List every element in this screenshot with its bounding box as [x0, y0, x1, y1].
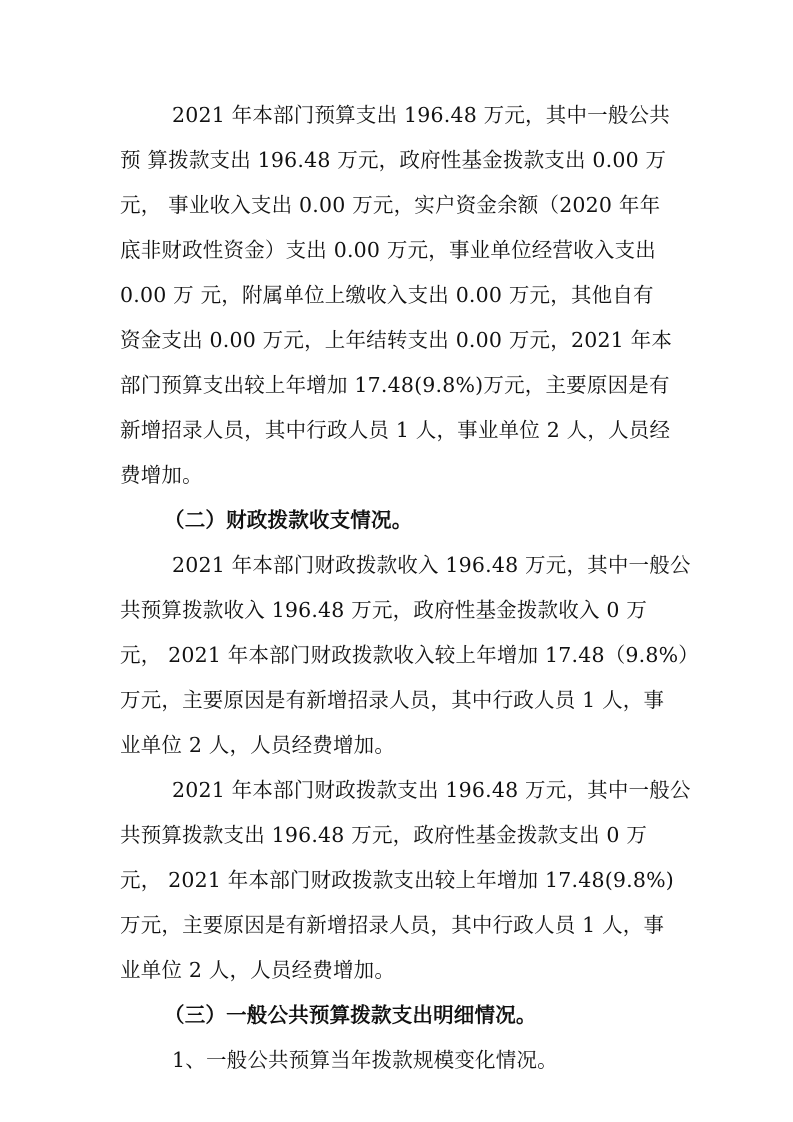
paragraph-line: 底非财政性资金）支出 0.00 万元，事业单位经营收入支出 [120, 238, 656, 262]
paragraph-line: 部门预算支出较上年增加 17.48(9.8%)万元，主要原因是有 [120, 373, 670, 397]
paragraph-line: 业单位 2 人，人员经费增加。 [120, 733, 396, 757]
paragraph-line: 共预算拨款支出 196.48 万元，政府性基金拨款支出 0 万 [120, 823, 648, 847]
paragraph-line: 2021 年本部门财政拨款收入 196.48 万元，其中一般公 [172, 553, 691, 577]
paragraph-line: 资金支出 0.00 万元，上年结转支出 0.00 万元，2021 年本 [120, 328, 673, 352]
section-heading: （二）财政拨款收支情况。 [164, 508, 413, 532]
paragraph-line: 共预算拨款收入 196.48 万元，政府性基金拨款收入 0 万 [120, 598, 648, 622]
paragraph-line: 新增招录人员，其中行政人员 1 人，事业单位 2 人，人员经 [120, 418, 671, 442]
paragraph-line: 元， 2021 年本部门财政拨款支出较上年增加 17.48(9.8%) [120, 868, 674, 892]
paragraph-line: 2021 年本部门预算支出 196.48 万元，其中一般公共 [172, 103, 670, 127]
paragraph-line: 元， 事业收入支出 0.00 万元，实户资金余额（2020 年年 [120, 193, 661, 217]
paragraph-line: 万元，主要原因是有新增招录人员，其中行政人员 1 人，事 [120, 913, 665, 937]
paragraph-line: 2021 年本部门财政拨款支出 196.48 万元，其中一般公 [172, 778, 691, 802]
paragraph-line: 万元，主要原因是有新增招录人员，其中行政人员 1 人，事 [120, 688, 665, 712]
paragraph-line: 1、一般公共预算当年拨款规模变化情况。 [172, 1048, 558, 1072]
paragraph-line: 费增加。 [120, 463, 203, 487]
section-heading: （三）一般公共预算拨款支出明细情况。 [164, 1003, 537, 1027]
paragraph-line: 业单位 2 人，人员经费增加。 [120, 958, 396, 982]
paragraph-line: 元， 2021 年本部门财政拨款收入较上年增加 17.48（9.8%） [120, 643, 699, 667]
paragraph-line: 0.00 万 元，附属单位上缴收入支出 0.00 万元，其他自有 [120, 283, 654, 307]
paragraph-line: 预 算拨款支出 196.48 万元，政府性基金拨款支出 0.00 万 [120, 148, 667, 172]
